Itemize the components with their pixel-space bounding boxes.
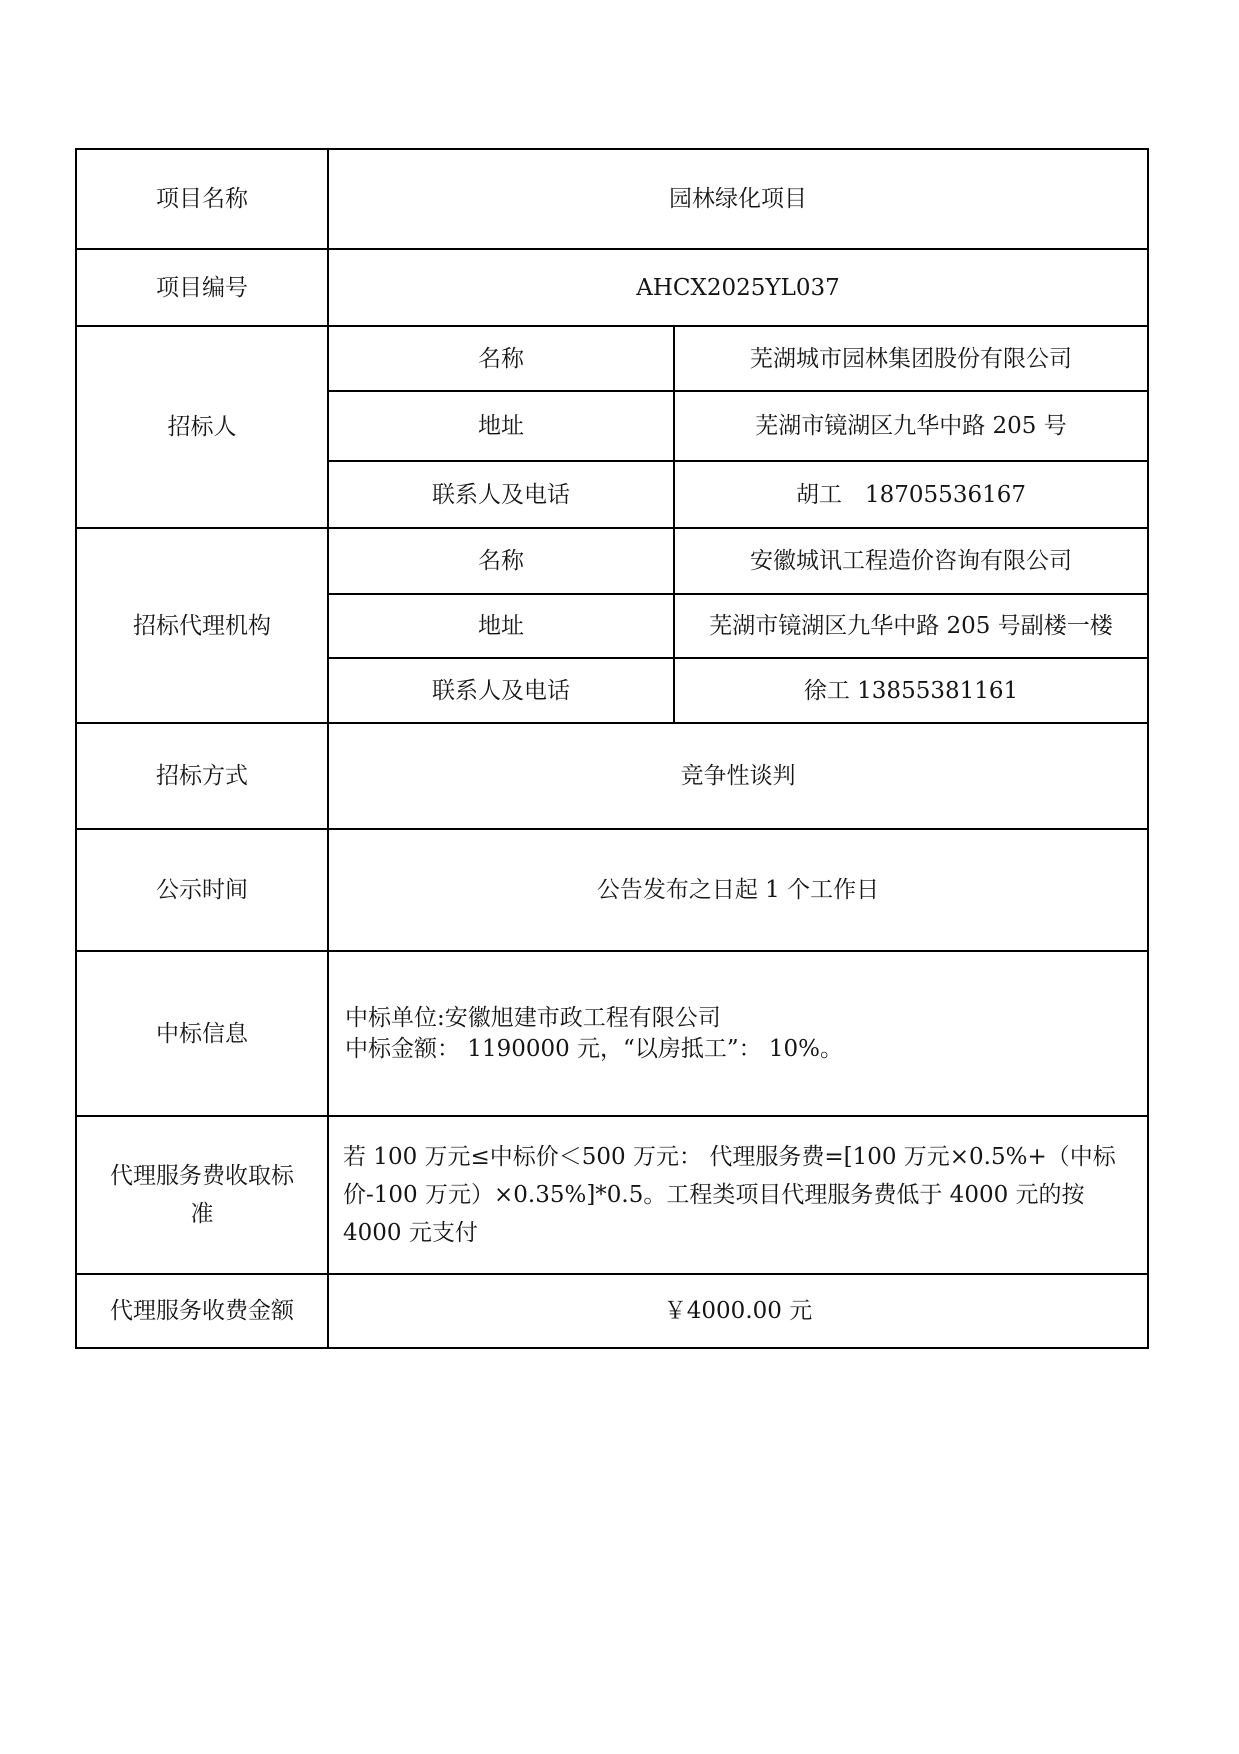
bid-method-value: 竞争性谈判 (328, 723, 1148, 829)
award-info-value (328, 951, 1148, 1116)
table-row (76, 1116, 1148, 1274)
project-code-value: AHCX2025YL037 (328, 249, 1148, 326)
tenderer-address-value: 芜湖市镜湖区九华中路 205 号 (674, 391, 1148, 461)
tenderer-name-label: 名称 (328, 326, 674, 391)
award-amount-line: 中标金额： 1190000 元，“以房抵工”： 10%。 (345, 1035, 844, 1062)
table-row (76, 326, 1148, 391)
award-info-label: 中标信息 (76, 951, 328, 1116)
tenderer-contact-label: 联系人及电话 (328, 461, 674, 528)
table-row (76, 723, 1148, 829)
fee-amount-value: ￥4000.00 元 (328, 1274, 1148, 1348)
award-unit-line: 中标单位:安徽旭建市政工程有限公司 (345, 1004, 721, 1031)
agency-name-label: 名称 (328, 528, 674, 594)
fee-standard-label: 代理服务费收取标准 (76, 1116, 328, 1274)
agency-label: 招标代理机构 (76, 528, 328, 723)
tenderer-contact-value: 胡工 18705536167 (674, 461, 1148, 528)
table-row (76, 1274, 1148, 1348)
fee-amount-label: 代理服务收费金额 (76, 1274, 328, 1348)
agency-contact-label: 联系人及电话 (328, 658, 674, 723)
agency-address-value: 芜湖市镜湖区九华中路 205 号副楼一楼 (674, 594, 1148, 658)
bid-result-table (75, 148, 1149, 1349)
tenderer-label: 招标人 (76, 326, 328, 528)
tenderer-address-label: 地址 (328, 391, 674, 461)
publicity-period-value: 公告发布之日起 1 个工作日 (328, 829, 1148, 951)
bid-method-label: 招标方式 (76, 723, 328, 829)
fee-standard-value: 若 100 万元≤中标价＜500 万元： 代理服务费=[100 万元×0.5%+（中标价-100 万元）×0.35%]*0.5。工程类项目代理服务费低于 4000 元的按 4000 元支付 (328, 1116, 1148, 1274)
table-row (76, 829, 1148, 951)
project-code-label: 项目编号 (76, 249, 328, 326)
table-row (76, 249, 1148, 326)
agency-contact-value: 徐工 13855381161 (674, 658, 1148, 723)
table-row (76, 951, 1148, 1116)
table-row (76, 149, 1148, 249)
project-name-value: 园林绿化项目 (328, 149, 1148, 249)
publicity-period-label: 公示时间 (76, 829, 328, 951)
agency-name-value: 安徽城讯工程造价咨询有限公司 (674, 528, 1148, 594)
project-name-label: 项目名称 (76, 149, 328, 249)
tenderer-name-value: 芜湖城市园林集团股份有限公司 (674, 326, 1148, 391)
table-row (76, 528, 1148, 594)
agency-address-label: 地址 (328, 594, 674, 658)
